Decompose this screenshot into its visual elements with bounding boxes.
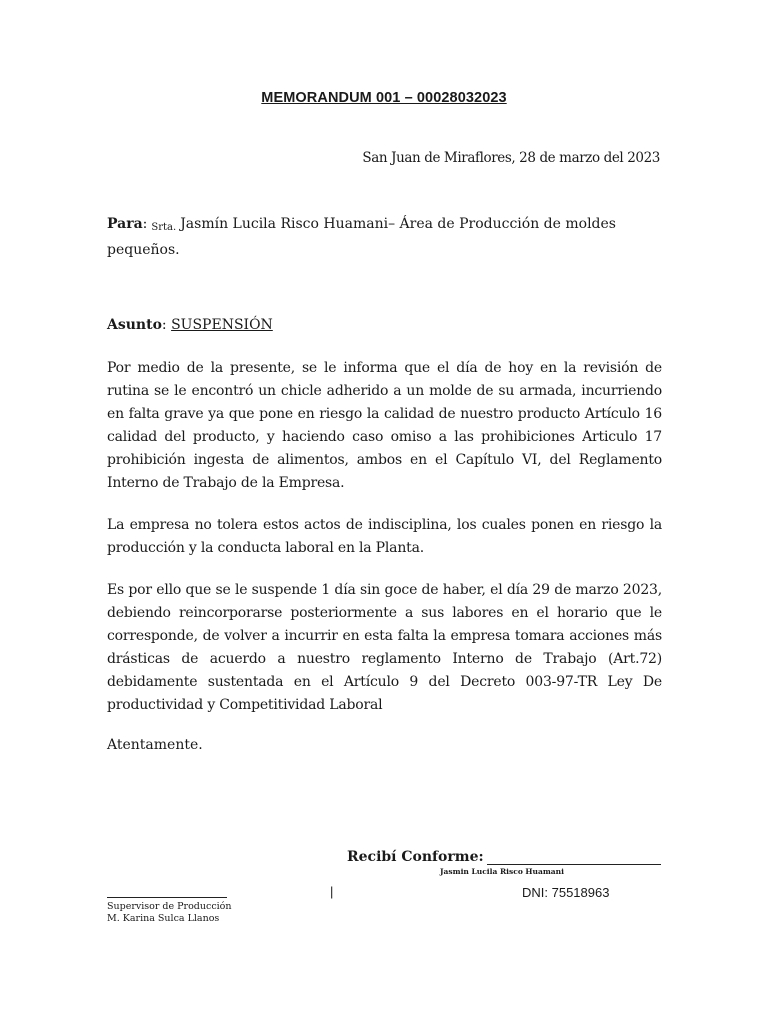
subject-line: [107, 317, 273, 333]
dni-text: DNI: 75518963: [522, 885, 610, 900]
body-paragraph-3: Es por ello que se le suspende 1 día sin goce de haber, el día 29 de marzo 2023, debiendo reincorporarse posteriormente a sus labores en el horario que le corresponde, de volver a incurrir en esta falta la empresa tomara acciones más drásticas de acuerdo a nuestro reglamento Interno de Trabajo (Art.72) debidamente sustentada en el Artículo 9 del Decreto 003-97-TR Ley De productividad y Competitividad Laboral: [107, 582, 662, 713]
supervisor-signature-line: [107, 897, 227, 898]
supervisor-role: Supervisor de Producción: [107, 901, 232, 912]
subject-value: SUSPENSIÓN: [171, 317, 273, 333]
to-colon: :: [142, 216, 148, 232]
subject-colon: :: [161, 317, 172, 333]
to-label: Para: [107, 216, 143, 232]
recipient-text: Jasmín Lucila Risco Huamani– Área de Producción de moldes pequeños.: [107, 216, 616, 258]
date-line: San Juan de Miraflores, 28 de marzo del 2023: [362, 150, 660, 166]
closing: Atentamente.: [107, 737, 203, 753]
subject-label: Asunto: [107, 317, 162, 333]
recipient-line: [107, 213, 662, 261]
honorific: Srta.: [151, 222, 177, 233]
body-paragraph-2: La empresa no tolera estos actos de indisciplina, los cuales ponen en riesgo la producción y la conducta laboral en la Planta.: [107, 517, 662, 556]
received-name: Jasmin Lucila Risco Huamani: [440, 867, 564, 876]
received-label: Recibí Conforme:: [347, 849, 484, 865]
supervisor-name: M. Karina Sulca Llanos: [107, 913, 220, 924]
separator: |: [330, 884, 334, 899]
body-paragraph-1: Por medio de la presente, se le informa que el día de hoy en la revisión de rutina se le encontró un chicle adherido a un molde de su armada, incurriendo en falta grave ya que pone en riesgo la calidad de nuestro producto Artículo 16 calidad del producto, y haciendo caso omiso a las prohibiciones Articulo 17 prohibición ingesta de alimentos, ambos en el Capítulo VI, del Reglamento Interno de Trabajo de la Empresa.: [107, 360, 662, 491]
memo-title: MEMORANDUM 001 – 00028032023: [261, 90, 507, 106]
received-signature-line: [487, 864, 661, 865]
